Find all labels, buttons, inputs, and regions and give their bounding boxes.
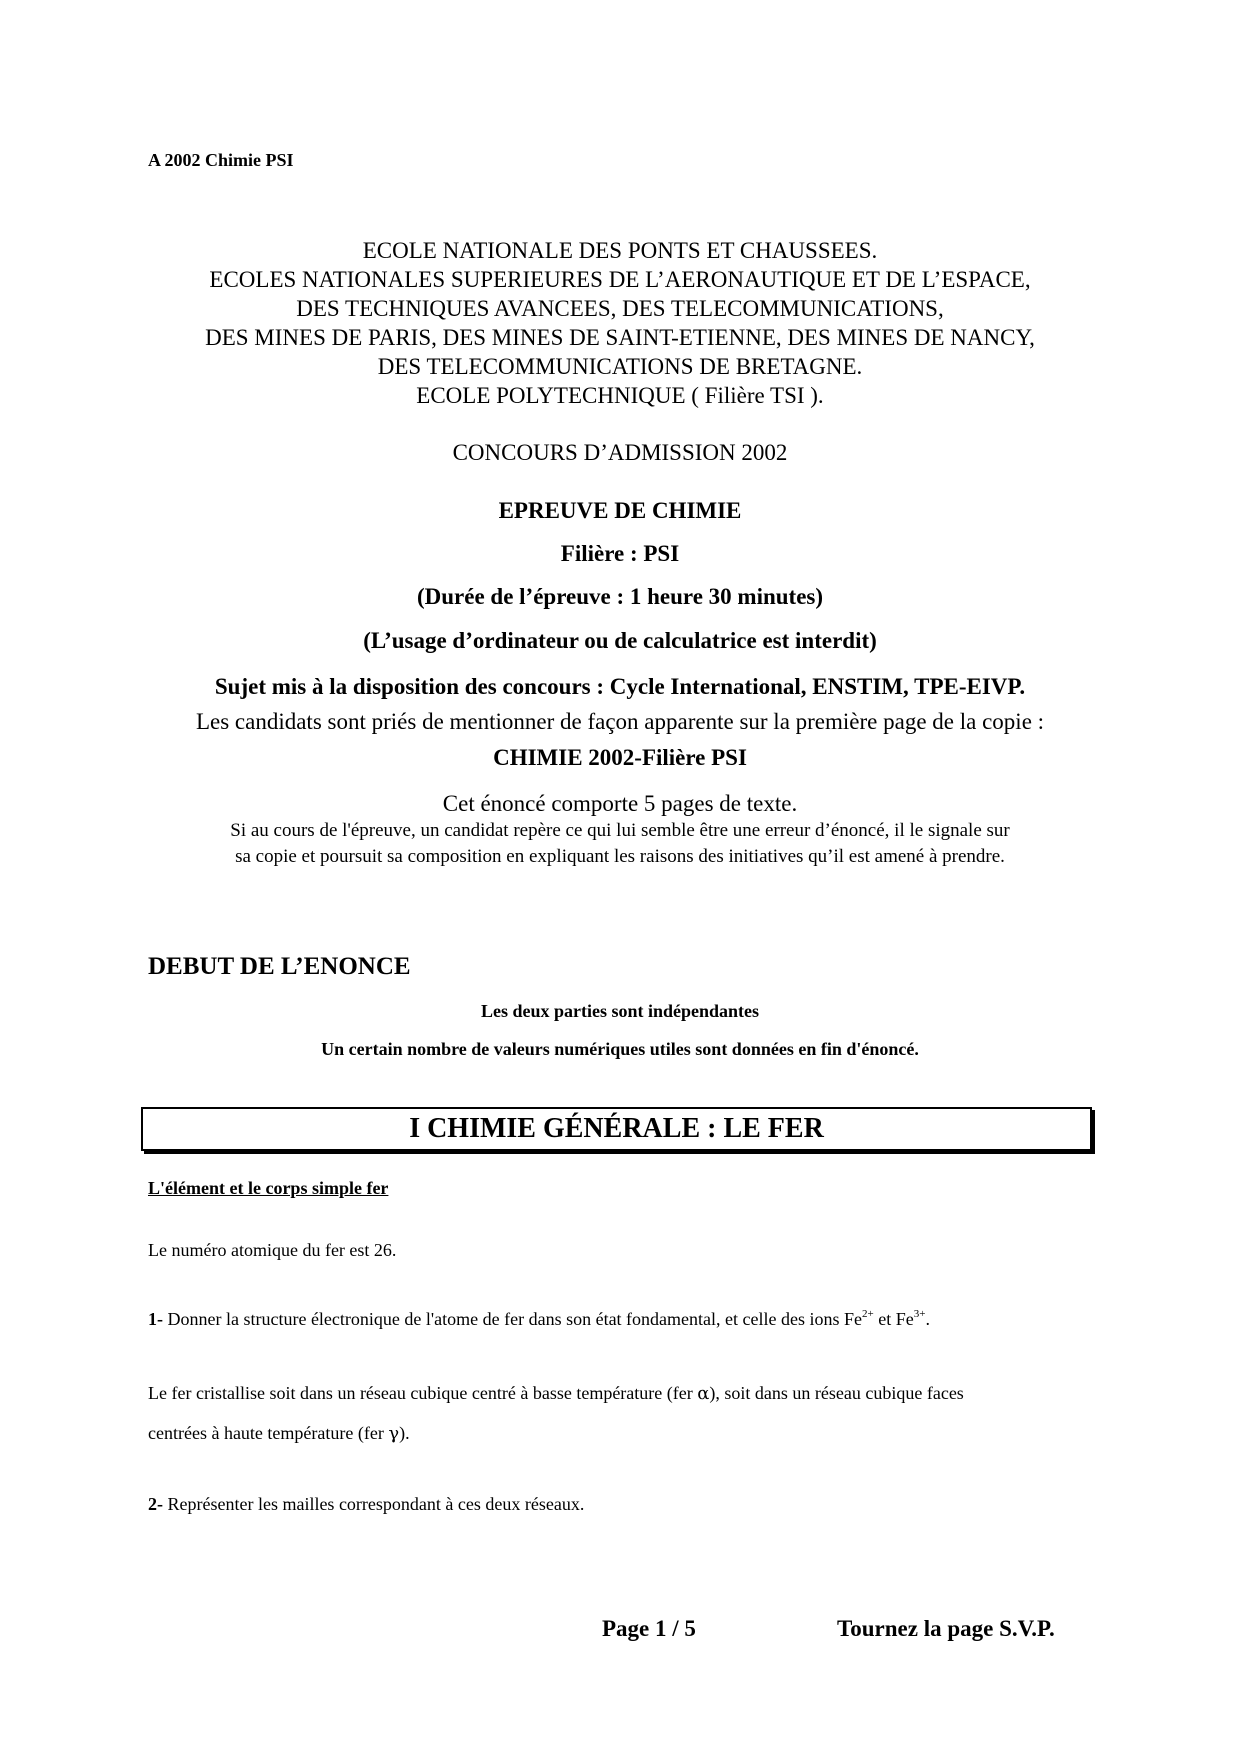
question-text: et Fe [873,1309,914,1329]
question-number: 1- [148,1309,163,1329]
duree-label: (Durée de l’épreuve : 1 heure 30 minutes) [416,584,824,609]
parties-notice: Les deux parties sont indépendantes [480,1001,760,1021]
subsection-heading: L'élément et le corps simple fer [148,1178,389,1198]
cristal-text: Le fer cristallise soit dans un réseau cubique centré à basse température (fer [148,1383,698,1403]
section-title-box [141,1107,1092,1151]
section-title: I CHIMIE GÉNÉRALE : LE FER [409,1113,824,1144]
sujet-notice: Sujet mis à la disposition des concours : Cycle International, ENSTIM, TPE-EIVP. [214,674,1026,699]
question-text: Représenter les mailles correspondant à ces deux réseaux. [163,1494,585,1514]
cristal-text: ). [399,1423,410,1443]
atomic-number-text: Le numéro atomique du fer est 26. [148,1240,397,1260]
mention-notice: Les candidats sont priés de mentionner de façon apparente sur la première page de la copie : [195,709,1045,734]
cristal-text-line [148,1423,410,1444]
pages-count: Cet énoncé comporte 5 pages de texte. [442,791,798,816]
alpha-symbol: α [697,1383,710,1404]
school-line: ECOLES NATIONALES SUPERIEURES DE L’AERONAUTIQUE ET DE L’ESPACE, [209,267,1031,292]
gamma-symbol: γ [388,1423,400,1444]
question-1 [148,1309,930,1330]
page-number: Page 1 / 5 [602,1616,696,1641]
school-line: ECOLE NATIONALE DES PONTS ET CHAUSSEES. [362,238,878,263]
debut-heading: DEBUT DE L’ENONCE [148,953,411,980]
turn-page-notice: Tournez la page S.V.P. [837,1616,1055,1641]
cristal-text-line [148,1383,964,1404]
document-reference: A 2002 Chimie PSI [148,150,294,170]
school-line: DES MINES DE PARIS, DES MINES DE SAINT-ETIENNE, DES MINES DE NANCY, [205,325,1035,350]
epreuve-title: EPREUVE DE CHIMIE [498,498,742,523]
school-line: DES TECHNIQUES AVANCEES, DES TELECOMMUNICATIONS, [296,296,944,321]
school-line: DES TELECOMMUNICATIONS DE BRETAGNE. [377,354,863,379]
charge-superscript: 3+ [913,1308,926,1320]
question-2 [148,1494,584,1515]
erreur-line: sa copie et poursuit sa composition en expliquant les raisons des initiatives qu’il est amené à prendre. [235,846,1005,867]
question-number: 2- [148,1494,163,1514]
cristal-text: ), soit dans un réseau cubique faces [709,1383,964,1403]
copy-label: CHIMIE 2002-Filière PSI [493,745,747,770]
cristal-text: centrées à haute température (fer [148,1423,389,1443]
erreur-line: Si au cours de l'épreuve, un candidat repère ce qui lui semble être une erreur d’énoncé, il le signale sur [230,820,1010,841]
erreur-notice [0,818,1240,870]
filiere-label: Filière : PSI [560,541,680,566]
question-text: . [925,1309,930,1329]
question-text: Donner la structure électronique de l'atome de fer dans son état fondamental, et celle des ions Fe [163,1309,862,1329]
concours-title: CONCOURS D’ADMISSION 2002 [452,440,788,465]
schools-block [0,236,1240,410]
usage-notice: (L’usage d’ordinateur ou de calculatrice est interdit) [363,628,877,653]
valeurs-notice: Un certain nombre de valeurs numériques utiles sont données en fin d'énoncé. [321,1039,919,1059]
school-line: ECOLE POLYTECHNIQUE ( Filière TSI ). [416,383,824,408]
charge-superscript: 2+ [862,1308,874,1320]
